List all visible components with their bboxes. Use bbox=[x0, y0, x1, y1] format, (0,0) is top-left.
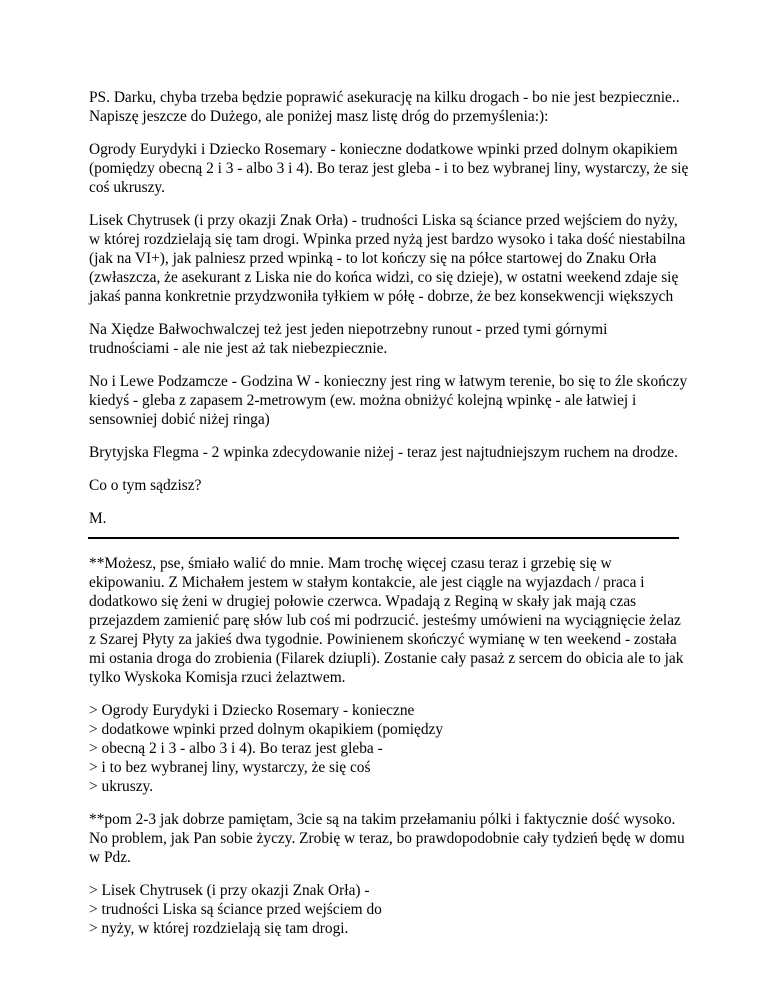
letter-paragraph-podzamcze: No i Lewe Podzamcze - Godzina W - konieczny jest ring w łatwym terenie, bo się to źle skończy kiedyś - gleba z zapasem 2-metrowym (ew. można obniżyć kolejną wpinkę - ale łatwiej i sensowniej dobić niżej ringa) bbox=[89, 373, 688, 428]
letter-paragraph-lisek: Lisek Chytrusek (i przy okazji Znak Orła) - trudności Liska są ściance przed wejściem do nyży, w której rozdzielają się tam drogi. Wpinka przed nyżą jest bardzo wysoko i taka dość niestabilna (jak na VI+), jak palniesz przed wpinką - to lot kończy się na półce startowej do Znaku Orła (zwłaszcza, że asekurant z Liska nie do końca widzi, co się dzieje), w ostatni weekend zdaje się jakaś panna konkretnie przydzwoniła tyłkiem w półę - dobrze, że bez konsekwencji większych bbox=[89, 212, 686, 305]
letter-paragraph-ogrody: Ogrody Eurydyki i Dziecko Rosemary - konieczne dodatkowe wpinki przed dolnym okapikiem (pomiędzy obecną 2 i 3 - albo 3 i 4). Bo teraz jest gleba - i to bez wybranej liny, wystarczy, że się coś ukruszy. bbox=[89, 141, 689, 196]
letter-signature: M. bbox=[89, 510, 107, 527]
letter-paragraph-xiedze: Na Xiędze Bałwochwalczej też jest jeden niepotrzebny runout - przed tymi górnymi trudnościami - ale nie jest aż tak niebezpiecznie. bbox=[89, 321, 608, 357]
letter-paragraph-question: Co o tym sądzisz? bbox=[89, 477, 202, 494]
letter-paragraph-flegma: Brytyjska Flegma - 2 wpinka zdecydowanie niżej - teraz jest najtudniejszym ruchem na drodze. bbox=[89, 444, 678, 461]
reply-intro: **Możesz, pse, śmiało walić do mnie. Mam trochę więcej czasu teraz i grzebię się w ekipowaniu. Z Michałem jestem w stałym kontakcie, ale jest ciągle na wyjazdach / praca i dodatkowo się żeni w drugiej połowie czerwca. Wpadają z Reginą w skały jak mają czas przejazdem zamienić parę słów lub coś mi podrzucić. jesteśmy umówieni na wyciągnięcie żelaz z Szarej Płyty za jakieś dwa tygodnie. Powinienem skończyć wymianę w ten weekend - została mi ostania droga do zrobienia (Filarek dziupli). Zostanie cały pasaż z sercem do obicia ale to jak tylko Wyskoka Komisja rzuci żelaztwem. bbox=[89, 555, 684, 686]
letter-paragraph-ps: PS. Darku, chyba trzeba będzie poprawić asekurację na kilku drogach - bo nie jest bezpiecznie.. Napiszę jeszcze do Dużego, ale poniżej masz listę dróg do przemyślenia:): bbox=[89, 89, 680, 125]
horizontal-divider bbox=[88, 537, 679, 539]
document-page bbox=[89, 88, 689, 952]
quoted-text-lisek: > Lisek Chytrusek (i przy okazji Znak Orła) - > trudności Liska są ściance przed wejściem do > nyży, w której rozdzielają się tam drogi. bbox=[89, 882, 382, 937]
reply-answer-ogrody: **pom 2-3 jak dobrze pamiętam, 3cie są na takim przełamaniu pólki i faktycznie dość wysoko. No problem, jak Pan sobie życzy. Zrobię w teraz, bo prawdopodobnie cały tydzień będę w domu w Pdz. bbox=[89, 811, 685, 866]
quoted-text-ogrody: > Ogrody Eurydyki i Dziecko Rosemary - konieczne > dodatkowe wpinki przed dolnym okapikiem (pomiędzy > obecną 2 i 3 - albo 3 i 4). Bo teraz jest gleba - > i to bez wybranej liny, wystarczy, że się coś > ukruszy. bbox=[89, 702, 444, 795]
